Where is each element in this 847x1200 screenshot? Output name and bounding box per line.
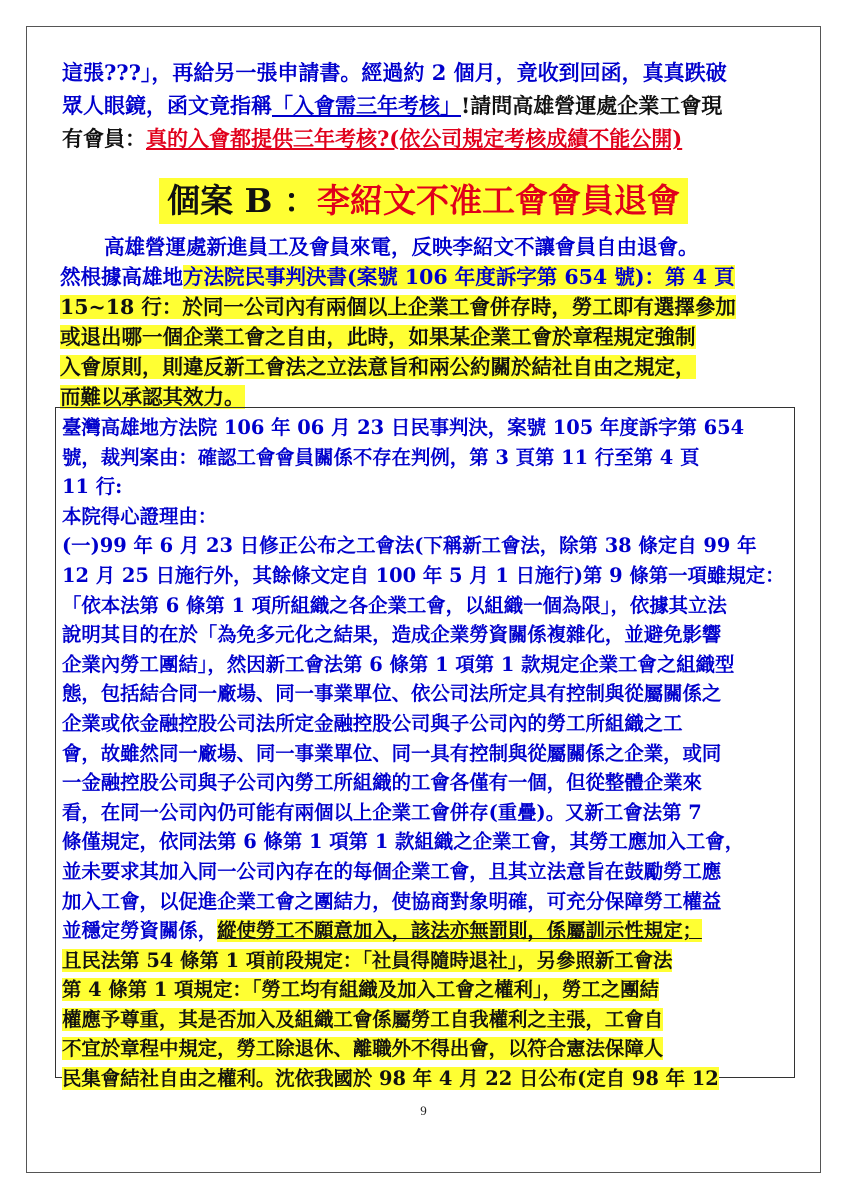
ruling-line-highlight: 不宜於章程中規定，勞工除退休、離職外不得出會，以符合憲法保障人 xyxy=(62,1037,664,1061)
ruling-line: 企業內勞工團結」，然因新工會法第 6 條第 1 項第 1 款規定企業工會之組織型 xyxy=(62,652,735,676)
ruling-line: 加入工會，以促進企業工會之團結力，使協商對象明確，可充分保障勞工權益 xyxy=(62,889,722,913)
intro-question-red: 真的入會都提供三年考核?(依公司規定考核成績不能公開) xyxy=(146,126,683,151)
intro-line-2c: !請問高雄營運處企業工會現 xyxy=(461,93,723,118)
desc-line-6: 而難以承認其效力。 xyxy=(60,385,245,409)
court-ruling-box xyxy=(55,407,795,1091)
desc-line-1: 高雄營運處新進員工及會員來電，反映李紹文不讓會員自由退會。 xyxy=(104,235,699,259)
intro-paragraph xyxy=(62,56,792,155)
desc-line-4: 或退出哪一個企業工會之自由，此時，如果某企業工會於章程規定強制 xyxy=(60,325,696,349)
case-description xyxy=(60,232,788,412)
case-title-wrap xyxy=(0,178,847,224)
page-number: 9 xyxy=(420,1103,427,1118)
intro-line-3a: 有會員： xyxy=(62,126,146,151)
ruling-line: 會，故雖然同一廠場、同一事業單位、同一具有控制與從屬關係之企業，或同 xyxy=(62,741,722,765)
case-name: 李紹文不准工會會員退會 xyxy=(316,181,680,220)
ruling-line: 臺灣高雄地方法院 106 年 06 月 23 日民事判決，案號 105 年度訴字第 654 xyxy=(62,416,745,439)
ruling-line-highlight: 第 4 條第 1 項規定：「勞工均有組織及加入工會之權利」，勞工之團結 xyxy=(62,978,659,1002)
ruling-line-highlight: 且民法第 54 條第 1 項前段規定：「社員得隨時退社」，另參照新工會法 xyxy=(62,948,673,972)
intro-line-1: 這張???」，再給另一張申請書。經過約 2 個月，竟收到回函，真真跌破 xyxy=(62,60,727,85)
ruling-line: 條僅規定，依同法第 6 條第 1 項第 1 款組織之企業工會，其勞工應加入工會， xyxy=(62,830,745,854)
ruling-line-18b-highlight: 縱使勞工不願意加入，該法亦無罰則，係屬訓示性規定； xyxy=(217,919,702,943)
ruling-line: 看，在同一公司內仍可能有兩個以上企業工會併存(重疊)。又新工會法第 7 xyxy=(62,800,702,824)
ruling-line: 一金融控股公司與子公司內勞工所組織的工會各僅有一個，但從整體企業來 xyxy=(62,771,702,795)
intro-quote-three-year: 「入會需三年考核」 xyxy=(272,93,461,118)
ruling-line: (一)99 年 6 月 23 日修正公布之工會法(下稱新工會法，除第 38 條定自 99 年 xyxy=(62,534,757,558)
ruling-heading: 本院得心證理由： xyxy=(62,504,218,528)
ruling-line: 12 月 25 日施行外，其餘條文定自 100 年 5 月 1 日施行)第 9 條第一項雖規定： xyxy=(62,563,785,587)
ruling-line: 並未要求其加入同一公司內存在的每個企業工會，且其立法意旨在鼓勵勞工應 xyxy=(62,859,722,883)
intro-line-2a: 眾人眼鏡，函文竟指稱 xyxy=(62,93,272,118)
ruling-line: 態，包括結合同一廠場、同一事業單位、依公司法所定具有控制與從屬關係之 xyxy=(62,682,722,706)
ruling-line: 企業或依金融控股公司法所定金融控股公司與子公司內的勞工所組織之工 xyxy=(62,711,683,735)
case-title xyxy=(159,178,688,224)
desc-line-3: 15~18 行：於同一公司內有兩個以上企業工會併存時，勞工即有選擇參加 xyxy=(60,295,736,319)
ruling-line: 11 行: xyxy=(62,475,123,499)
ruling-line: 號，裁判案由：確認工會會員關係不存在判例，第 3 頁第 11 行至第 4 頁 xyxy=(62,445,700,469)
desc-line-5: 入會原則，則違反新工會法之立法意旨和兩公約關於結社自由之規定， xyxy=(60,355,696,379)
ruling-line: 說明其目的在於「為免多元化之結果，造成企業勞資關係複雜化，並避免影響 xyxy=(62,623,722,647)
desc-line-2a: 然根據高雄地 xyxy=(60,265,183,289)
case-prefix: 個案 B ： xyxy=(167,181,317,220)
desc-line-2b: 方法院民事判決書(案號 106 年度訴字第 654 號)：第 4 頁 xyxy=(183,265,735,289)
court-ruling-text xyxy=(62,413,786,1094)
ruling-line-highlight: 權應予尊重，其是否加入及組織工會係屬勞工自我權利之主張，工會自 xyxy=(62,1007,664,1031)
ruling-line-highlight: 民集會結社自由之權利。沈依我國於 98 年 4 月 22 日公布(定自 98 年 12 xyxy=(62,1067,719,1091)
ruling-line-18a: 並穩定勞資關係， xyxy=(62,919,218,943)
ruling-line: 「依本法第 6 條第 1 項所組織之各企業工會，以組織一個為限」，依據其立法 xyxy=(62,593,727,617)
